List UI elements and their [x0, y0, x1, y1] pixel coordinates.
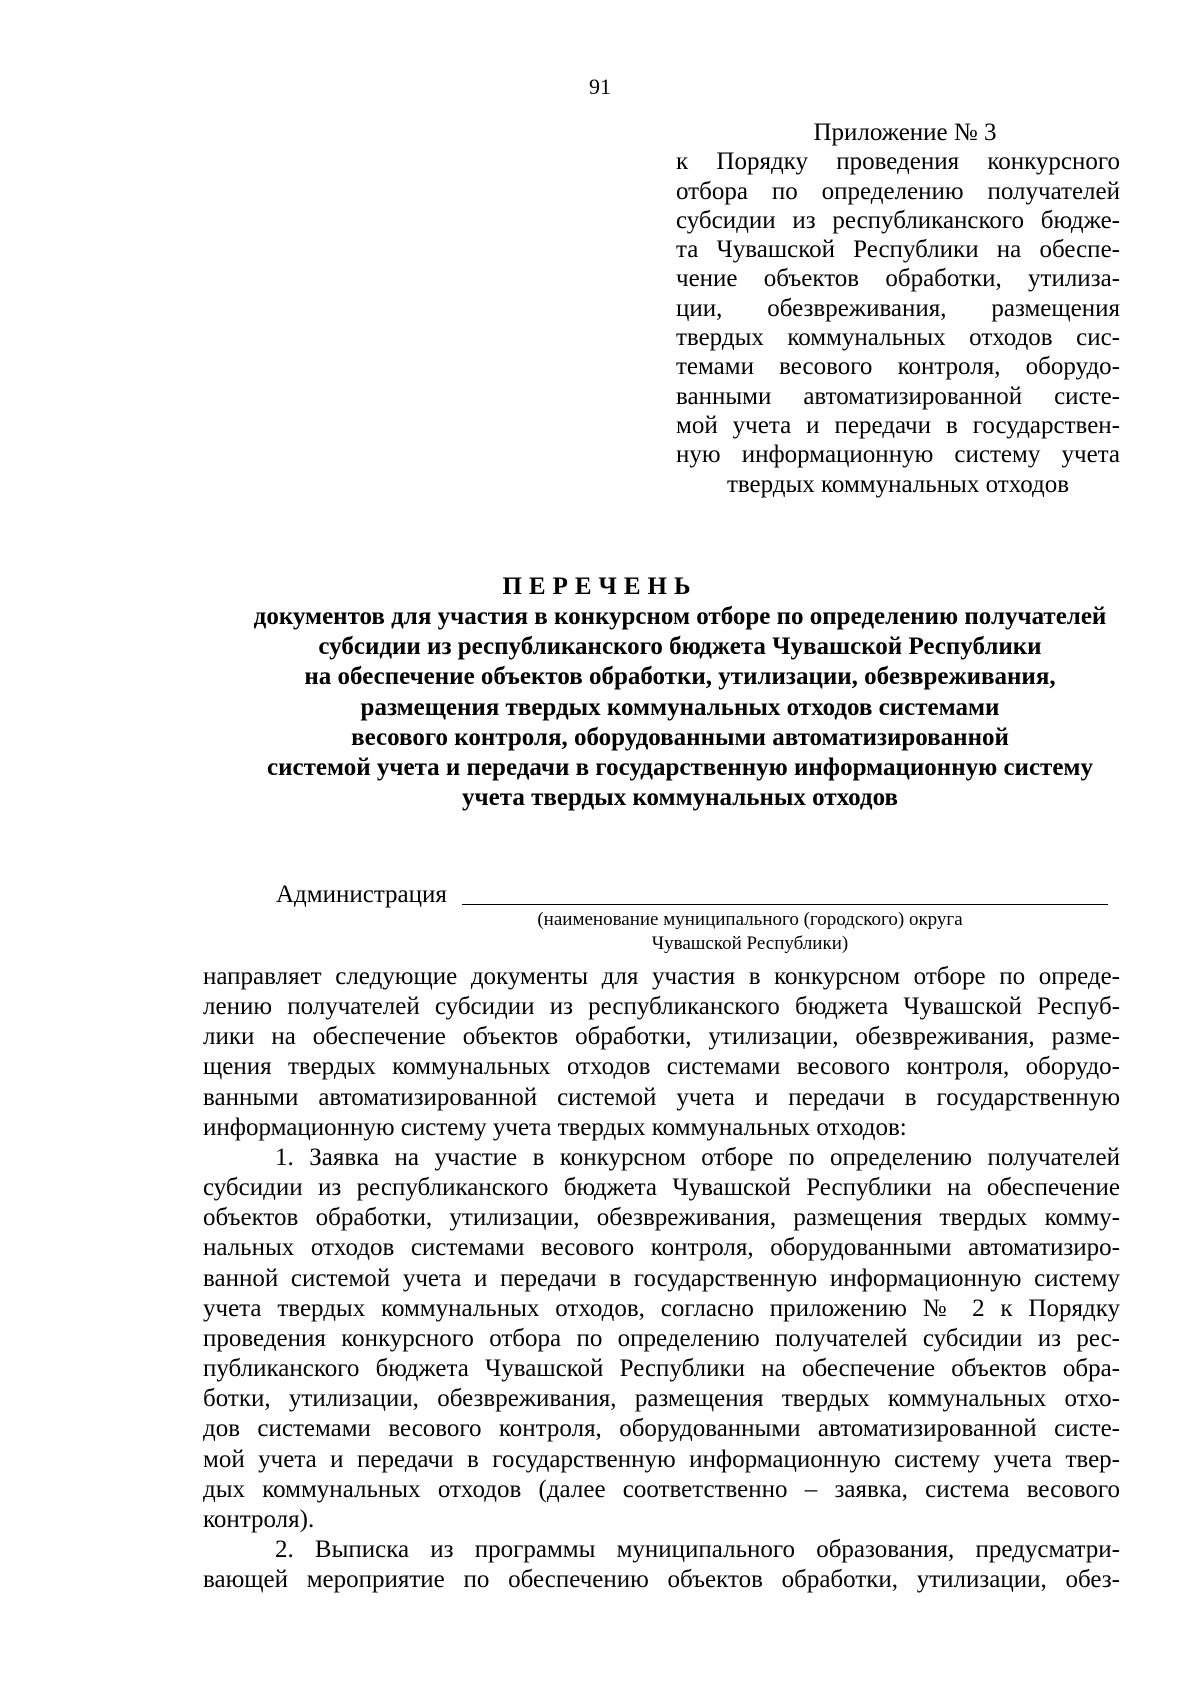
subtitle-line: на обеспечение объектов обработки, утилизации, обезвреживания, [304, 663, 1056, 691]
item-1-line: мой учета и передачи в государственную информационную систему учета твер- [203, 1445, 1120, 1473]
appendix-line: ванными автоматизированной систе- [676, 382, 1120, 410]
appendix-line: чение объектов обработки, утилиза- [676, 265, 1120, 293]
body-line: лению получателей субсидии из республиканского бюджета Чувашской Респуб- [203, 993, 1120, 1021]
subtitle-line: системой учета и передачи в государственную информационную систему [267, 754, 1093, 782]
body-text [203, 962, 1120, 1595]
administration-note [470, 908, 1030, 956]
appendix-line: ции, обезвреживания, размещения [676, 294, 1120, 322]
item-1-line: объектов обработки, утилизации, обезвреживания, размещения твердых комму- [203, 1204, 1120, 1232]
body-line: информационную систему учета твердых коммунальных отходов: [203, 1113, 907, 1141]
administration-label: Администрация [276, 881, 447, 908]
administration-note-line: (наименование муниципального (городского) округа [537, 909, 963, 930]
appendix-line: к Порядку проведения конкурсного [676, 148, 1120, 176]
item-1-line: субсидии из республиканского бюджета Чувашской Республики на обеспечение [203, 1174, 1120, 1202]
subtitle-line: документов для участия в конкурсном отборе по определению получателей [253, 603, 1107, 630]
body-line: лики на обеспечение объектов обработки, утилизации, обезвреживания, разме- [203, 1023, 1120, 1051]
appendix-line: та Чувашской Республики на обеспе- [676, 236, 1120, 264]
appendix-title: Приложение № 3 [813, 119, 997, 146]
item-1-line: публиканского бюджета Чувашской Республики на обеспечение объектов обра- [203, 1355, 1120, 1383]
item-2-line: вающей мероприятие по обеспечению объектов обработки, утилизации, обез- [203, 1566, 1120, 1594]
body-line: направляет следующие документы для участия в конкурсном отборе по опреде- [203, 963, 1120, 990]
administration-note-line: Чувашской Республики) [651, 933, 849, 954]
body-line: ванными автоматизированной системой учета и передачи в государственную [203, 1083, 1120, 1111]
item-1-line: учета твердых коммунальных отходов, согласно приложению № 2 к Порядку [203, 1294, 1120, 1322]
item-1-line: контроля). [203, 1505, 315, 1533]
page-number: 91 [589, 74, 611, 99]
item-1-line: 1. Заявка на участие в конкурсном отборе по определению получателей [275, 1143, 1120, 1171]
appendix-line: твердых коммунальных отходов [726, 470, 1070, 498]
document-title: ПЕРЕЧЕНЬ [502, 573, 698, 600]
item-1-line: дых коммунальных отходов (далее соответственно – заявка, система весового [203, 1475, 1120, 1503]
item-1-line: нальных отходов системами весового контроля, оборудованными автоматизиро- [203, 1234, 1120, 1262]
subtitle-line: размещения твердых коммунальных отходов системами [360, 693, 1000, 721]
appendix-line: ную информационную систему учета [676, 441, 1120, 469]
subtitle-line: весового контроля, оборудованными автоматизированной [351, 723, 1009, 751]
item-2-line: 2. Выписка из программы муниципального образования, предусматри- [275, 1535, 1120, 1563]
document-subtitle [150, 602, 1200, 813]
administration-fill-line [462, 904, 1108, 905]
subtitle-line: субсидии из республиканского бюджета Чувашской Республики [318, 633, 1042, 661]
appendix-line: субсидии из республиканского бюдже- [676, 206, 1120, 234]
subtitle-line: учета твердых коммунальных отходов [462, 784, 898, 812]
body-line: щения твердых коммунальных отходов системами весового контроля, оборудо- [203, 1053, 1120, 1081]
appendix-line: темами весового контроля, оборудо- [676, 353, 1120, 381]
item-1-line: ботки, утилизации, обезвреживания, размещения твердых коммунальных отхо- [203, 1385, 1120, 1413]
item-1-line: проведения конкурсного отбора по определению получателей субсидии из рес- [203, 1324, 1120, 1352]
item-1-line: дов системами весового контроля, оборудованными автоматизированной систе- [203, 1415, 1120, 1443]
item-1-line: ванной системой учета и передачи в государственную информационную систему [203, 1264, 1120, 1292]
appendix-line: твердых коммунальных отходов сис- [676, 324, 1120, 352]
appendix-line: мой учета и передачи в государствен- [676, 411, 1120, 439]
appendix-line: отбора по определению получателей [676, 177, 1120, 205]
appendix-block [676, 118, 1120, 499]
